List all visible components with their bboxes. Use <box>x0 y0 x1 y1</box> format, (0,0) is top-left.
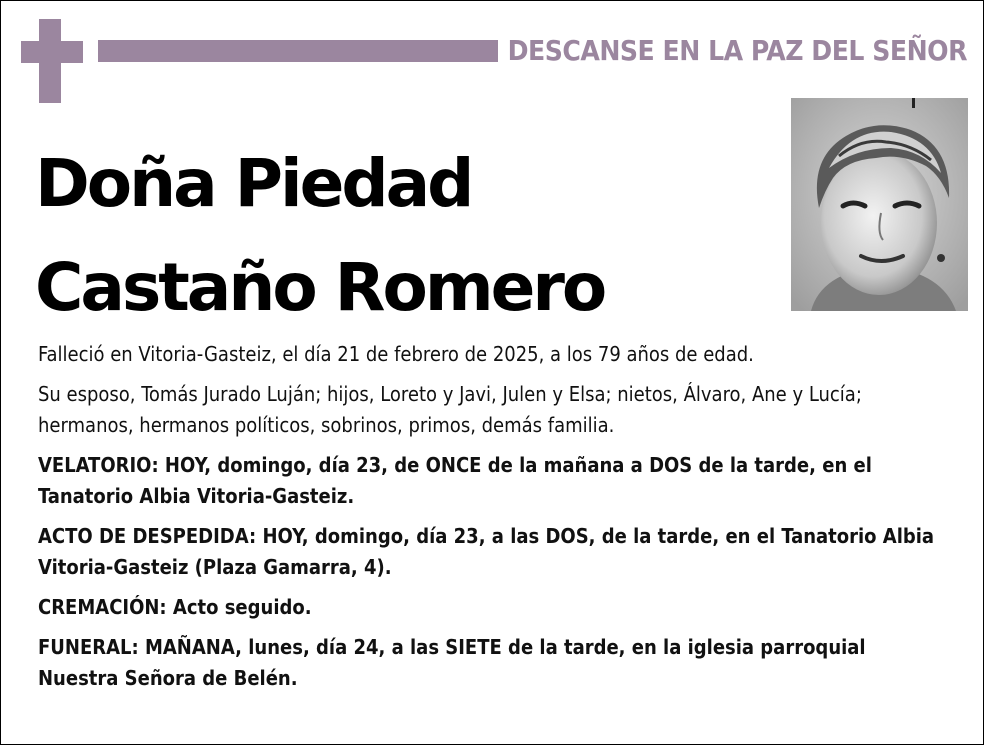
portrait-photo <box>791 98 968 311</box>
death-notice: Falleció en Vitoria-Gasteiz, el día 21 de febrero de 2025, a los 79 años de edad. <box>38 342 754 366</box>
farewell-notice: ACTO DE DESPEDIDA: HOY, domingo, día 23, a las DOS, de la tarde, en el Tanatorio Albia Vitoria-Gasteiz (Plaza Gamarra, 4). <box>38 524 935 579</box>
header-motto: DESCANSE EN LA PAZ DEL SEÑOR <box>507 34 967 67</box>
name-line-2: Castaño Romero <box>35 249 605 326</box>
funeral-notice: FUNERAL: MAÑANA, lunes, día 24, a las SIETE de la tarde, en la iglesia parroquial Nuestra Señora de Belén. <box>38 635 866 690</box>
obituary-body <box>38 339 938 703</box>
cross-icon <box>21 19 83 103</box>
wake-notice: VELATORIO: HOY, domingo, día 23, de ONCE de la mañana a DOS de la tarde, en el Tanatorio Albia Vitoria-Gasteiz. <box>38 453 872 508</box>
family-notice: Su esposo, Tomás Jurado Luján; hijos, Loreto y Javi, Julen y Elsa; nietos, Álvaro, Ane y Lucía; hermanos, hermanos políticos, sobrinos, primos, demás familia. <box>38 382 862 437</box>
deceased-name <box>35 132 775 340</box>
name-line-1: Doña Piedad <box>35 145 472 222</box>
header-rule <box>98 40 498 62</box>
cremation-notice: CREMACIÓN: Acto seguido. <box>38 595 312 619</box>
